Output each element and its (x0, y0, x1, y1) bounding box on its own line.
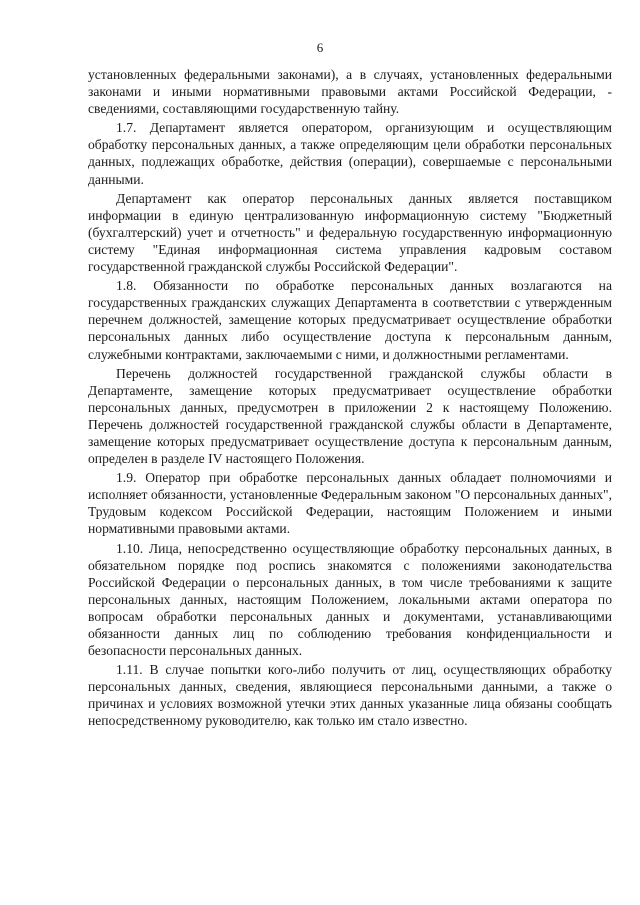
paragraph-positions-list: Перечень должностей государственной гражданской службы области в Департаменте, замещение которых предусматривает осуществление обработки персональных данных, предусмотрен в приложении 2 к настоящему Положению. Перечень должностей государственной гражданской службы области в Департаменте, замещение которых предусматривает осуществление доступа к персональным данным, определен в разделе IV настоящего Положения. (88, 365, 612, 467)
paragraph-operator-supplier: Департамент как оператор персональных данных является поставщиком информации в единую централизованную информационную систему "Бюджетный (бухгалтерский) учет и отчетность" и федеральную государственную информационную систему "Единая информационная система управления кадровым составом государственной гражданской службы Российской Федерации". (88, 190, 612, 275)
paragraph-1-10: 1.10. Лица, непосредственно осуществляющие обработку персональных данных, в обязательном порядке под роспись знакомятся с положениями законодательства Российской Федерации о персональных данных, в том числе требованиями к защите персональных данных, настоящим Положением, локальными актами оператора по вопросам обработки персональных данных и документами, устанавливающими обязанности данных лиц по соблюдению требования конфиденциальности и безопасности персональных данных. (88, 540, 612, 659)
paragraph-continuation: установленных федеральными законами), а в случаях, установленных федеральными законами и иными нормативными правовыми актами Российской Федерации, - сведениями, составляющими государственную тайну. (88, 67, 612, 117)
paragraph-1-9: 1.9. Оператор при обработке персональных данных обладает полномочиями и исполняет обязанности, установленные Федеральным законом "О персональных данных", Трудовым кодексом Российской Федерации, настоящим Положением и иными нормативными правовыми актами. (88, 470, 612, 537)
paragraph-1-8: 1.8. Обязанности по обработке персональных данных возлагаются на государственных гражданских служащих Департамента в соответствии с утвержденным перечнем должностей, замещение которых предусматривает осуществление обработки персональных данных либо осуществление доступа к персональным данным, служебными контрактами, заключаемыми с ними, и должностными регламентами. (88, 278, 612, 362)
document-body (88, 66, 612, 732)
page-number: 6 (316, 40, 324, 55)
paragraph-1-7: 1.7. Департамент является оператором, организующим и осуществляющим обработку персональных данных, а также определяющим цели обработки персональных данных, подлежащих обработке, действия (операции), совершаемые с персональными данными. (88, 120, 612, 187)
paragraph-1-11: 1.11. В случае попытки кого-либо получить от лиц, осуществляющих обработку персональных данных, сведения, являющиеся персональными данными, а также о причинах и условиях возможной утечки этих данных указанные лица обязаны сообщать непосредственному руководителю, как только им стало известно. (88, 662, 612, 729)
